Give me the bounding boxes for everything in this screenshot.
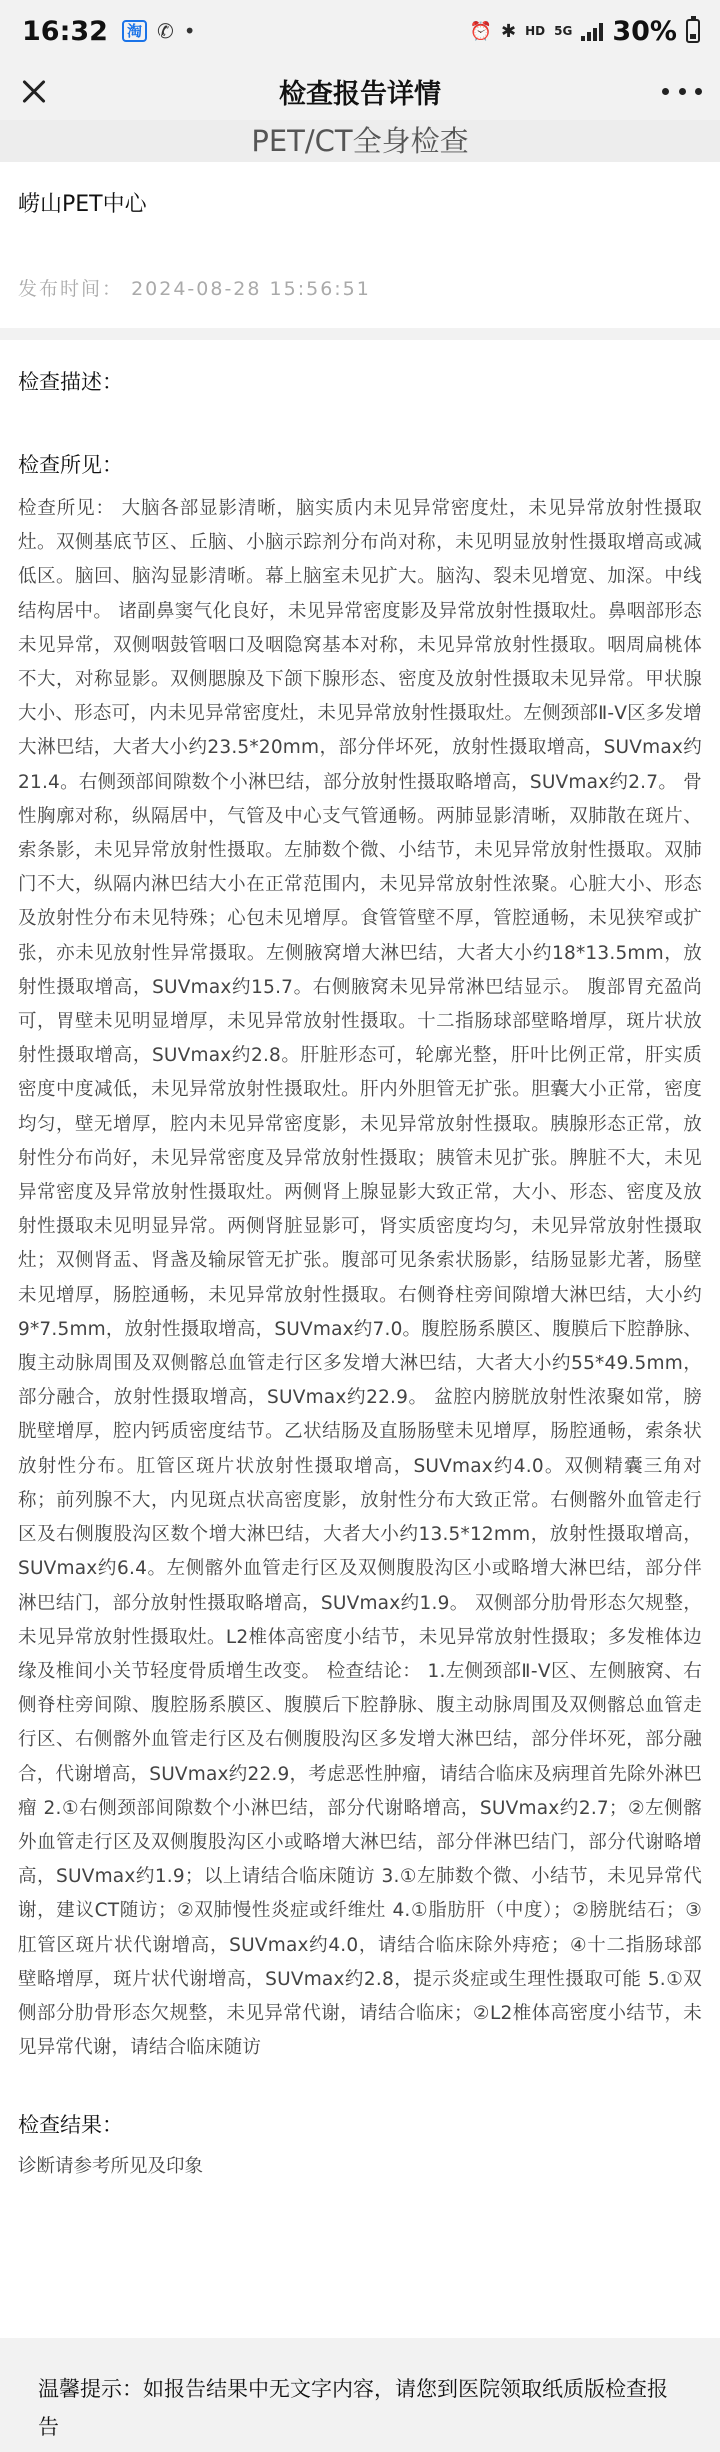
publish-time-row xyxy=(0,274,720,316)
signal-icon xyxy=(581,21,603,41)
page-title: 检查报告详情 xyxy=(279,78,441,110)
taobao-icon: 淘 xyxy=(122,20,147,42)
description-title: 检查描述： xyxy=(18,370,123,394)
battery-percent: 30% xyxy=(612,15,677,47)
status-right-icons xyxy=(470,16,700,47)
findings-title: 检查所见： xyxy=(18,453,123,477)
bluetooth-icon: ✱ xyxy=(501,20,517,42)
close-icon[interactable] xyxy=(16,74,52,110)
dot-icon: • xyxy=(183,19,196,43)
publish-time-label: 发布时间： xyxy=(18,278,124,300)
more-options-icon[interactable] xyxy=(662,76,702,106)
report-header: PET/CT全身检查 xyxy=(0,120,720,162)
result-title: 检查结果： xyxy=(18,2113,123,2138)
publish-time-value: 2024-08-28 15:56:51 xyxy=(131,278,371,300)
findings-text: 检查所见： 大脑各部显影清晰，脑实质内未见异常密度灶，未见异常放射性摄取灶。双侧基底节区、丘脑、小脑示踪剂分布尚对称，未见明显放射性摄取增高或减低区。脑回、脑沟显影清晰。幕上脑室未见扩大。脑沟、裂未见增宽、加深。中线结构居中。 诸副鼻窦气化良好，未见异常密度影及异常放射性摄取灶。鼻咽部形态未见异常，双侧咽鼓管咽口及咽隐窝基本对称，未见异常放射性摄取。咽周扁桃体不大，对称显影。双侧腮腺及下颌下腺形态、密度及放射性摄取未见异常。甲状腺大小、形态可，内未见异常密度灶，未见异常放射性摄取灶。左侧颈部Ⅱ-Ⅴ区多发增大淋巴结，大者大小约23.5*20mm，部分伴坏死，放射性摄取增高，SUVmax约21.4。右侧颈部间隙数个小淋巴结，部分放射性摄取略增高，SUVmax约2.7。 骨性胸廓对称，纵隔居中，气管及中心支气管通畅。两肺显影清晰，双肺散在斑片、索条影，未见异常放射性摄取。左肺数个微、小结节，未见异常放射性摄取。双肺门不大，纵隔内淋巴结大小在正常范围内，未见异常放射性浓聚。心脏大小、形态及放射性分布未见特殊；心包未见增厚。食管管壁不厚，管腔通畅，未见狭窄或扩张，亦未见放射性异常摄取。左侧腋窝增大淋巴结，大者大小约18*13.5mm，放射性摄取增高，SUVmax约15.7。右侧腋窝未见异常淋巴结显示。 腹部胃充盈尚可，胃壁未见明显增厚，未见异常放射性摄取。十二指肠球部壁略增厚，斑片状放射性摄取增高，SUVmax约2.8。肝脏形态可，轮廓光整，肝叶比例正常，肝实质密度中度减低，未见异常放射性摄取灶。肝内外胆管无扩张。胆囊大小正常，密度均匀，壁无增厚，腔内未见异常密度影，未见异常放射性摄取。胰腺形态正常，放射性分布尚好，未见异常密度及异常放射性摄取；胰管未见扩张。脾脏不大，未见异常密度及异常放射性摄取灶。两侧肾上腺显影大致正常，大小、形态、密度及放射性摄取未见明显异常。两侧肾脏显影可，肾实质密度均匀，未见异常放射性摄取灶；双侧肾盂、肾盏及输尿管无扩张。腹部可见条索状肠影，结肠显影尤著，肠壁未见增厚，肠腔通畅，未见异常放射性摄取。右侧脊柱旁间隙增大淋巴结，大小约9*7.5mm，放射性摄取增高，SUVmax约7.0。腹腔肠系膜区、腹膜后下腔静脉、腹主动脉周围及双侧髂总血管走行区多发增大淋巴结，大者大小约55*49.5mm，部分融合，放射性摄取增高，SUVmax约22.9。 盆腔内膀胱放射性浓聚如常，膀胱壁增厚，腔内钙质密度结节。乙状结肠及直肠肠壁未见增厚，肠腔通畅，索条状放射性分布。肛管区斑片状放射性摄取增高，SUVmax约4.0。双侧精囊三角对称；前列腺不大，内见斑点状高密度影，放射性分布大致正常。右侧髂外血管走行区及右侧腹股沟区数个增大淋巴结，大者大小约13.5*12mm，放射性摄取增高，SUVmax约6.4。左侧髂外血管走行区及双侧腹股沟区小或略增大淋巴结，部分伴淋巴结门，部分放射性摄取略增高，SUVmax约1.9。 双侧部分肋骨形态欠规整，未见异常放射性摄取灶。L2椎体高密度小结节，未见异常放射性摄取；多发椎体边缘及椎间小关节轻度骨质增生改变。 检查结论： 1.左侧颈部Ⅱ-Ⅴ区、左侧腋窝、右侧脊柱旁间隙、腹腔肠系膜区、腹膜后下腔静脉、腹主动脉周围及双侧髂总血管走行区、右侧髂外血管走行区及右侧腹股沟区多发增大淋巴结，部分伴坏死，部分融合，代谢增高，SUVmax约22.9，考虑恶性肿瘤，请结合临床及病理首先除外淋巴瘤 2.①右侧颈部间隙数个小淋巴结，部分代谢略增高，SUVmax约2.7；②左侧髂外血管走行区及双侧腹股沟区小或略增大淋巴结，部分伴淋巴结门，部分代谢略增高，SUVmax约1.9；以上请结合临床随访 3.①左肺数个微、小结节，未见异常代谢，建议CT随访；②双肺慢性炎症或纤维灶 4.①脂肪肝（中度）；②膀胱结石；③肛管区斑片状代谢增高，SUVmax约4.0，请结合临床除外痔疮；④十二指肠球部壁略增厚，斑片状代谢增高，SUVmax约2.8，提示炎症或生理性摄取可能 5.①双侧部分肋骨形态欠规整，未见异常代谢，请结合临床；②L2椎体高密度小结节，未见异常代谢，请结合临床随访 xyxy=(18,498,702,2059)
tip-text: 温馨提示：如报告结果中无文字内容，请您到医院领取纸质版检查报告 xyxy=(38,2377,668,2439)
status-bar xyxy=(0,0,720,62)
network-type: 5G xyxy=(554,24,573,38)
result-text: 诊断请参考所见及印象 xyxy=(18,2156,204,2178)
alarm-icon: ⏰ xyxy=(469,20,493,42)
phone-icon: ✆ xyxy=(156,19,174,43)
hd-label: HD xyxy=(525,24,546,38)
battery-icon xyxy=(686,19,700,43)
section-divider xyxy=(0,328,720,340)
hospital-name: 崂山PET中心 xyxy=(18,192,147,217)
status-time: 16:32 xyxy=(22,15,108,47)
status-left-icons xyxy=(122,19,196,43)
tip-box xyxy=(0,2338,720,2452)
nav-bar xyxy=(0,62,720,120)
